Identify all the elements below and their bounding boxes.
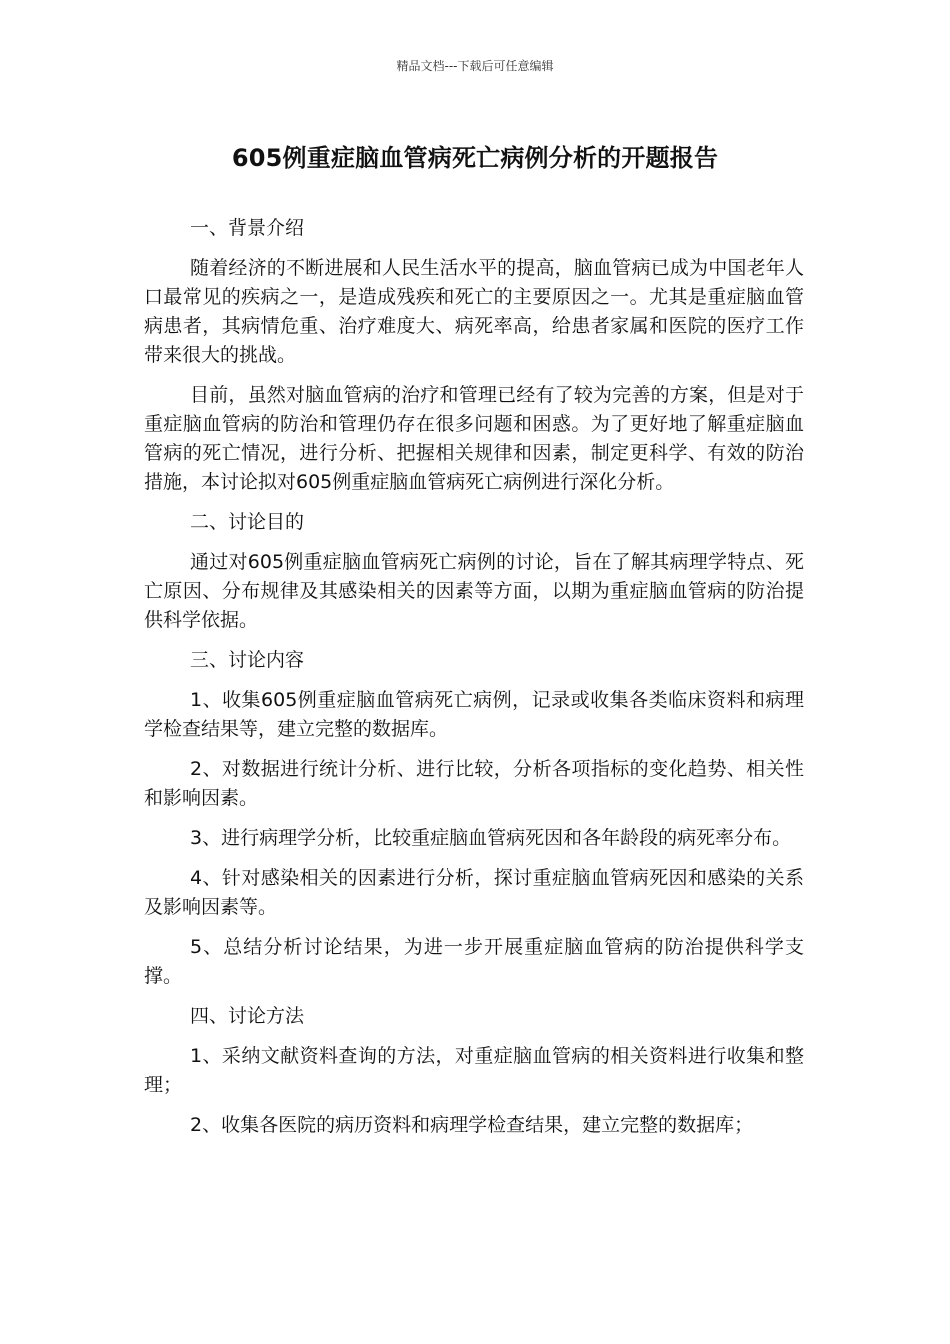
section-heading-content: 三、讨论内容 [190, 649, 305, 671]
section-heading-purpose: 二、讨论目的 [190, 511, 305, 533]
list-item: 2、对数据进行统计分析、进行比较，分析各项指标的变化趋势、相关性和影响因素。 [144, 758, 804, 809]
document-body [144, 214, 804, 1151]
list-item: 1、收集605例重症脑血管病死亡病例，记录或收集各类临床资料和病理学检查结果等，建立完整的数据库。 [144, 689, 804, 740]
paragraph: 目前，虽然对脑血管病的治疗和管理已经有了较为完善的方案，但是对于重症脑血管病的防治和管理仍存在很多问题和困惑。为了更好地了解重症脑血管病的死亡情况，进行分析、把握相关规律和因素，制定更科学、有效的防治措施，本讨论拟对605例重症脑血管病死亡病例进行深化分析。 [144, 384, 804, 493]
list-item: 5、总结分析讨论结果，为进一步开展重症脑血管病的防治提供科学支撑。 [144, 936, 804, 987]
list-item: 1、采纳文献资料查询的方法，对重症脑血管病的相关资料进行收集和整理； [144, 1045, 804, 1096]
paragraph: 通过对605例重症脑血管病死亡病例的讨论，旨在了解其病理学特点、死亡原因、分布规律及其感染相关的因素等方面，以期为重症脑血管病的防治提供科学依据。 [144, 551, 804, 631]
list-item: 3、进行病理学分析，比较重症脑血管病死因和各年龄段的病死率分布。 [190, 827, 792, 849]
watermark-header: 精品文档---下载后可任意编辑 [396, 59, 554, 73]
document-title: 605例重症脑血管病死亡病例分析的开题报告 [231, 144, 719, 172]
paragraph: 随着经济的不断进展和人民生活水平的提高，脑血管病已成为中国老年人口最常见的疾病之一，是造成残疾和死亡的主要原因之一。尤其是重症脑血管病患者，其病情危重、治疗难度大、病死率高，给患者家属和医院的医疗工作带来很大的挑战。 [144, 257, 804, 366]
section-heading-methods: 四、讨论方法 [190, 1005, 305, 1027]
section-heading-background: 一、背景介绍 [190, 217, 305, 239]
list-item: 2、收集各医院的病历资料和病理学检查结果，建立完整的数据库； [190, 1114, 754, 1136]
list-item: 4、针对感染相关的因素进行分析，探讨重症脑血管病死因和感染的关系及影响因素等。 [144, 867, 804, 918]
